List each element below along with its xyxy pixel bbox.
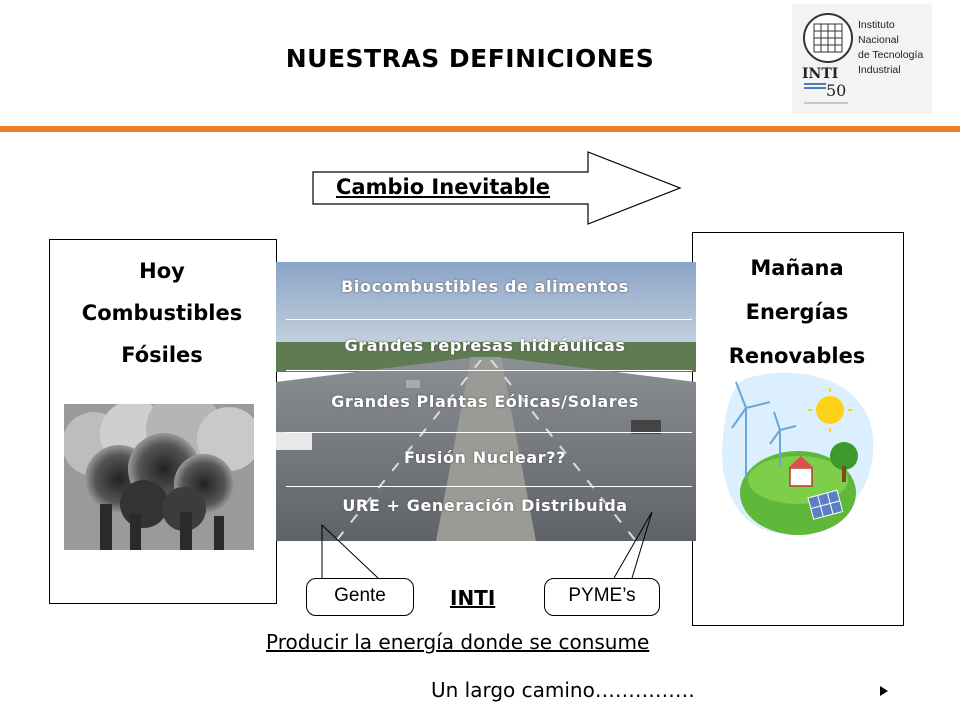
logo-badge: INTI [802, 66, 839, 82]
today-line: Fósiles [121, 343, 203, 367]
tomorrow-line: Renovables [728, 344, 866, 368]
today-line: Combustibles [81, 301, 243, 325]
inti-label: INTI [450, 586, 496, 610]
subtitle-text: Producir la energía donde se consume [266, 630, 650, 654]
logo-line: Industrial [858, 64, 901, 76]
logo-line: Nacional [858, 34, 899, 46]
logo-line: de Tecnología [858, 49, 924, 61]
next-slide-icon[interactable] [880, 686, 888, 696]
road-item: Fusión Nuclear?? [404, 448, 566, 467]
road-item: Biocombustibles de alimentos [341, 277, 629, 296]
slide-title: NUESTRAS DEFINICIONES [285, 44, 655, 73]
callout-gente: Gente [306, 578, 414, 616]
arrow-label: Cambio Inevitable [336, 175, 551, 199]
tomorrow-line: Energías [745, 300, 849, 324]
footer-text: Un largo camino…………… [431, 678, 695, 702]
logo-anniversary: 50 [826, 81, 847, 100]
road-item: URE + Generación Distribuida [342, 496, 628, 515]
today-line: Hoy [139, 259, 185, 283]
callout-pymes: PYME’s [544, 578, 660, 616]
road-item: Grandes Plantas Eólicas/Solares [331, 392, 639, 411]
road-item: Grandes represas hidráulicas [344, 336, 626, 355]
tomorrow-line: Mañana [750, 256, 844, 280]
logo-line: Instituto [858, 19, 895, 31]
